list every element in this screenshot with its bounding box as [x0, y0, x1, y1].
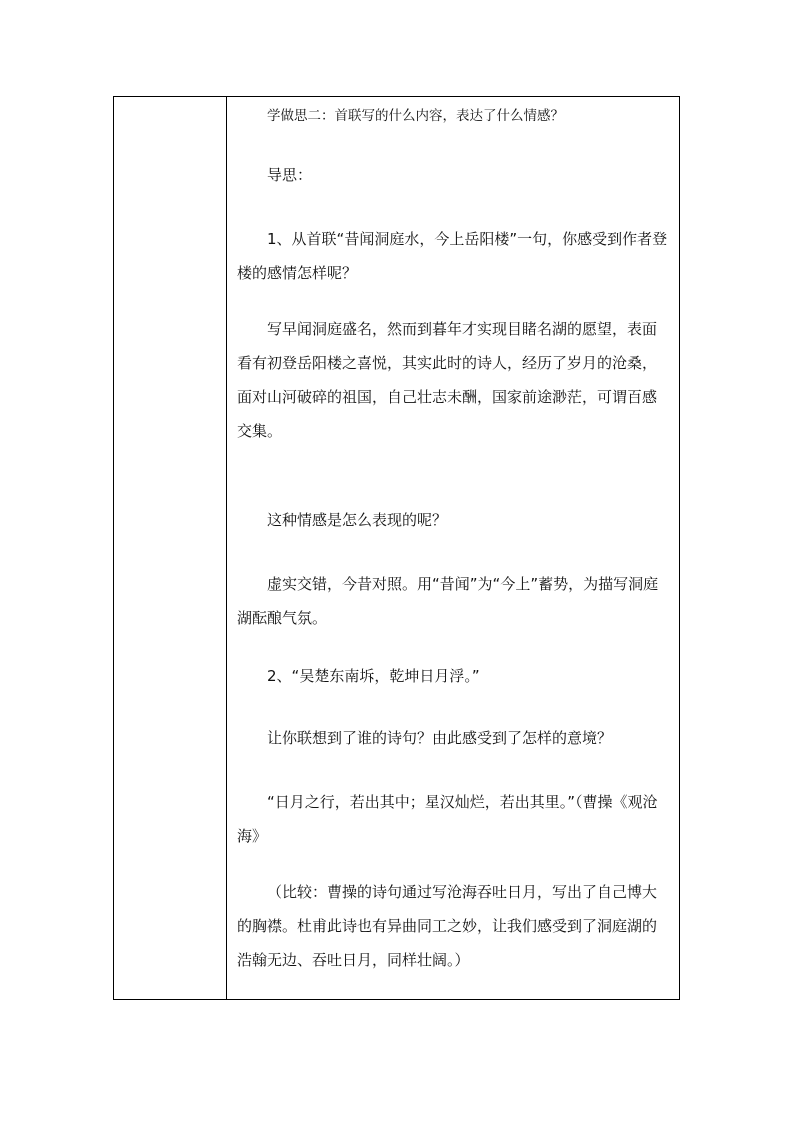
- question-2b: 让你联想到了谁的诗句？由此感受到了怎样的意境？: [267, 729, 613, 747]
- guide-label: 导思：: [267, 166, 313, 184]
- answer-1: 写早闻洞庭盛名，然而到暮年才实现目睹名湖的愿望，表面看有初登岳阳楼之喜悦，其实此时的诗人，经历了岁月的沧桑，面对山河破碎的祖国，自己壮志未酬，国家前途渺茫，可谓百感交集。: [237, 320, 658, 440]
- question-2: 2、“吴楚东南坼，乾坤日月浮。”: [267, 667, 480, 685]
- question-1: 1、从首联“昔闻洞庭水，今上岳阳楼”一句，你感受到作者登楼的感情怎样呢？: [237, 230, 668, 282]
- answer-1b: 虚实交错，今昔对照。用“昔闻”为“今上”蓄势，为描写洞庭湖酝酿气氛。: [237, 575, 659, 627]
- comparison-note: （比较：曹操的诗句通过写沧海吞吐日月，写出了自己博大的胸襟。杜甫此诗也有异曲同工之妙，让我们感受到了洞庭湖的浩翰无边、吞吐日月，同样壮阔。）: [237, 883, 658, 969]
- quote-line: “日月之行，若出其中；星汉灿烂，若出其里。”（曹操《观沧海》: [237, 793, 658, 845]
- section-heading: 学做思二：首联写的什么内容，表达了什么情感？: [267, 108, 564, 124]
- right-cell: [227, 97, 679, 999]
- left-cell: [114, 97, 226, 999]
- lesson-table: [113, 96, 680, 1000]
- question-1b: 这种情感是怎么表现的呢？: [267, 511, 448, 529]
